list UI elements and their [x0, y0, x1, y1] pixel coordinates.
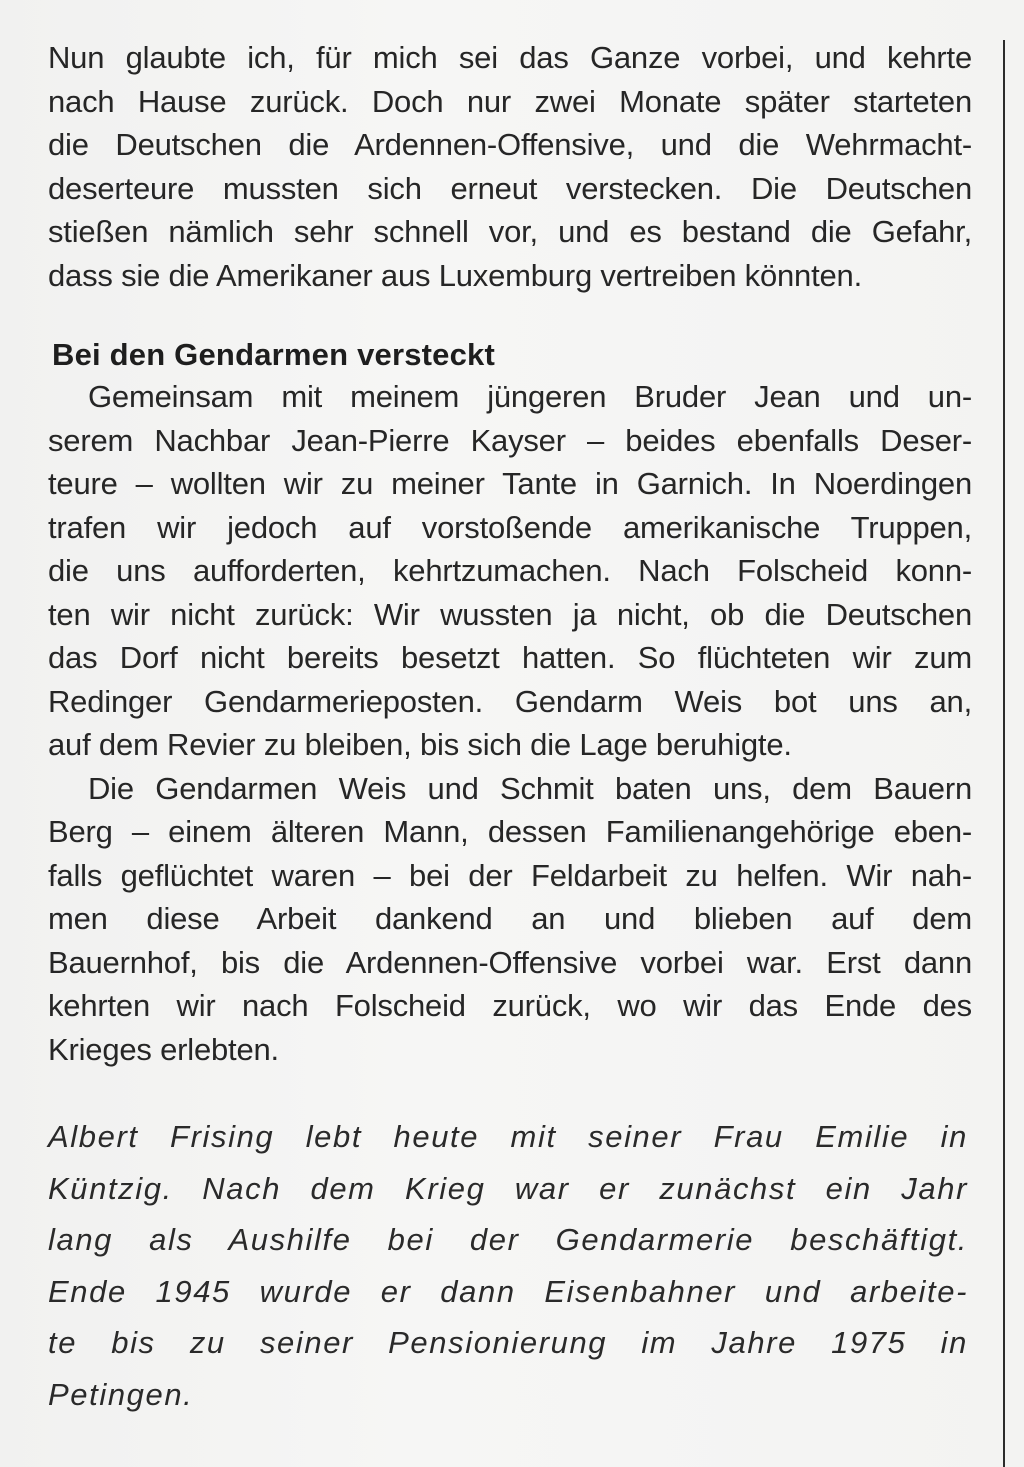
- text-line: Redinger Gendarmerieposten. Gendarm Weis bot uns an,: [48, 683, 972, 719]
- biography-note: [48, 1111, 968, 1420]
- intro-paragraph: [48, 36, 972, 297]
- text-line: kehrten wir nach Folscheid zurück, wo wir das Ende des: [48, 988, 972, 1023]
- text-line: te bis zu seiner Pensionierung im Jahre 1975 in: [48, 1325, 968, 1360]
- text-column: [48, 36, 972, 1420]
- text-line: Krieges erlebten.: [48, 1031, 279, 1067]
- text-line: auf dem Revier zu bleiben, bis sich die Lage beruhigte.: [48, 727, 792, 762]
- text-line: falls geflüchtet waren – bei der Feldarbeit zu helfen. Wir nah-: [48, 857, 972, 893]
- text-line: deserteure mussten sich erneut verstecken. Die Deutschen: [48, 170, 972, 206]
- text-line: das Dorf nicht bereits besetzt hatten. So flüchteten wir zum: [48, 640, 972, 675]
- text-line: stießen nämlich sehr schnell vor, und es bestand die Gefahr,: [48, 214, 972, 249]
- text-line: Ende 1945 wurde er dann Eisenbahner und arbeite-: [48, 1273, 968, 1309]
- text-line: Die Gendarmen Weis und Schmit baten uns, dem Bauern: [88, 770, 972, 806]
- text-line: die uns aufforderten, kehrtzumachen. Nach Folscheid konn-: [48, 553, 972, 588]
- text-line: men diese Arbeit dankend an und blieben auf dem: [48, 901, 972, 936]
- text-line: dass sie die Amerikaner aus Luxemburg vertreiben könnten.: [48, 257, 863, 293]
- text-line: die Deutschen die Ardennen-Offensive, und die Wehrmacht-: [48, 127, 972, 162]
- text-line: Petingen.: [48, 1376, 194, 1412]
- section-heading: Bei den Gendarmen versteckt: [52, 337, 496, 372]
- page-edge-rule: [1003, 40, 1005, 1467]
- text-line: Nun glaubte ich, für mich sei das Ganze vorbei, und kehrte: [48, 40, 972, 75]
- text-line: Küntzig. Nach dem Krieg war er zunächst ein Jahr: [48, 1170, 968, 1206]
- text-line: Albert Frising lebt heute mit seiner Frau Emilie in: [48, 1119, 968, 1154]
- paragraph-escape: [48, 375, 972, 767]
- paragraph-farm: [48, 767, 972, 1072]
- text-line: lang als Aushilfe bei der Gendarmerie beschäftigt.: [48, 1222, 968, 1257]
- text-line: ten wir nicht zurück: Wir wussten ja nicht, ob die Deutschen: [48, 596, 972, 632]
- text-line: serem Nachbar Jean-Pierre Kayser – beides ebenfalls Deser-: [48, 422, 972, 458]
- text-line: Berg – einem älteren Mann, dessen Familienangehörige eben-: [48, 814, 972, 849]
- text-line: Bauernhof, bis die Ardennen-Offensive vorbei war. Erst dann: [48, 944, 972, 980]
- text-line: trafen wir jedoch auf vorstoßende amerikanische Truppen,: [48, 509, 972, 545]
- text-line: Gemeinsam mit meinem jüngeren Bruder Jean und un-: [88, 379, 972, 414]
- text-line: teure – wollten wir zu meiner Tante in Garnich. In Noerdingen: [48, 466, 972, 501]
- text-line: nach Hause zurück. Doch nur zwei Monate später starteten: [48, 83, 972, 119]
